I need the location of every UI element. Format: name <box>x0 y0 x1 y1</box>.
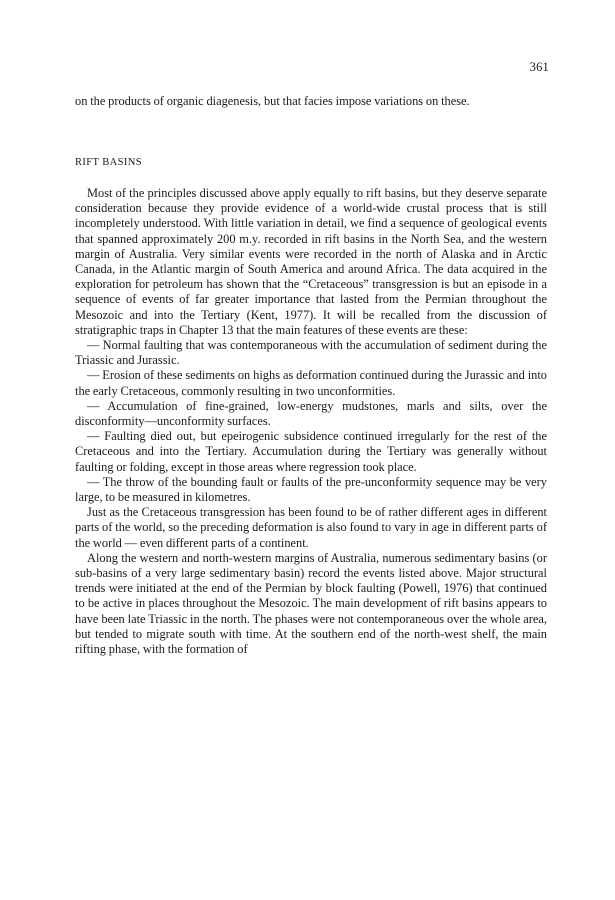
list-item-fault-throw: — The throw of the bounding fault or faults of the pre-unconformity sequence may be very large, to be measured in kilometres. <box>75 474 547 505</box>
intro-paragraph: on the products of organic diagenesis, but that facies impose variations on these. <box>75 94 470 108</box>
body-paragraph: Most of the principles discussed above apply equally to rift basins, but they deserve separate consideration because they provide evidence of a world-wide crustal process that is still incompletely understood. With little variation in detail, we find a sequence of geological events that spanned approximately 200 m.y. recorded in rift basins in the North Sea, and the western margin of Australia. Very similar events were recorded in the north of Alaska and in Arctic Canada, in the Atlantic margin of South America and around Africa. The data acquired in the exploration for petroleum has shown that the “Cretaceous” transgression is but an episode in a sequence of events of far greater importance that lasted from the Permian throughout the Mesozoic and into the Tertiary (Kent, 1977). It will be recalled from the discussion of stratigraphic traps in Chapter 13 that the main features of these events are these: <box>75 186 547 337</box>
body-paragraph: Just as the Cretaceous transgression has been found to be of rather different ages in different parts of the world, so the preceding deformation is also found to vary in age in different parts of the world — even different parts of a continent. <box>75 505 547 550</box>
page-number: 361 <box>529 60 549 74</box>
list-item-subsidence: — Faulting died out, but epeirogenic subsidence continued irregularly for the rest of the Cretaceous and into the Tertiary. Accumulation during the Tertiary was generally without faulting or folding, except in those areas where regression took place. <box>75 429 547 474</box>
section-heading: RIFT BASINS <box>75 157 142 168</box>
intro-paragraph-block <box>75 94 547 109</box>
body-paragraph: Along the western and north-western margins of Australia, numerous sedimentary basins (or sub-basins of a very large sedimentary basin) record the events listed above. Major structural trends were initiated at the end of the Permian by block faulting (Powell, 1976) that continued to be active in places throughout the Mesozoic. The main development of rift basins appears to have been late Triassic in the north. The phases were not contemporaneous over the whole area, but tended to migrate south with time. At the southern end of the north-west shelf, the main rifting phase, with the formation of <box>75 550 547 657</box>
list-item-normal-faulting: — Normal faulting that was contemporaneous with the accumulation of sediment during the Triassic and Jurassic. <box>75 338 547 368</box>
list-item-accumulation: — Accumulation of fine-grained, low-energy mudstones, marls and silts, over the disconformity—unconformity surfaces. <box>75 398 547 429</box>
section-body <box>75 186 547 657</box>
list-item-erosion: — Erosion of these sediments on highs as deformation continued during the Jurassic and into the early Cretaceous, commonly resulting in two unconformities. <box>75 368 547 398</box>
